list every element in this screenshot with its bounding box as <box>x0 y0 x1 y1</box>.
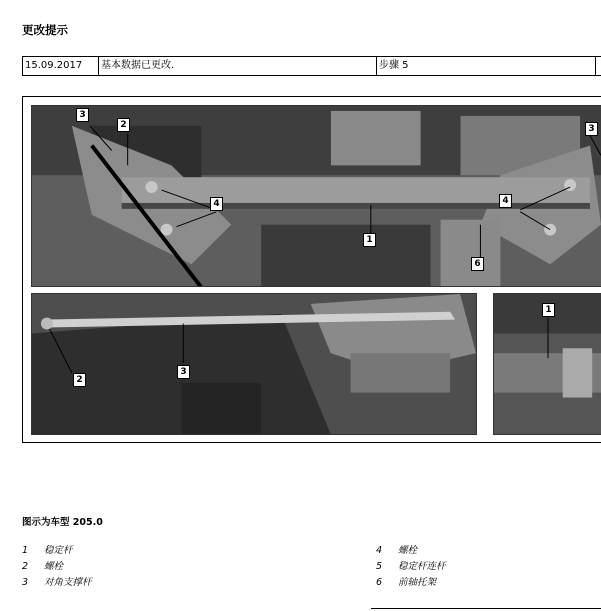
figure-caption: 图示为车型 205.0 <box>22 517 103 528</box>
change-info-table <box>22 56 601 76</box>
callout-4: 4 <box>499 194 512 208</box>
legend-left <box>22 543 92 591</box>
callout-4: 4 <box>210 197 223 211</box>
callout-3: 3 <box>76 108 89 122</box>
legend-item: 4 螺栓 <box>376 545 418 556</box>
subframe-photo <box>31 105 601 287</box>
legend-item: 2 螺栓 <box>22 561 64 572</box>
diagonal-strut-photo <box>31 293 477 435</box>
callout-1: 1 <box>542 303 555 317</box>
callout-3: 3 <box>177 365 190 379</box>
note-cell: 基本数据已更改. <box>99 57 377 75</box>
step-cell: 步骤 5 <box>377 57 596 75</box>
extra-cell <box>596 57 601 75</box>
callout-2: 2 <box>117 118 130 132</box>
date-cell: 15.09.2017 <box>23 57 99 75</box>
legend-item: 3 对角支撑杆 <box>22 577 92 588</box>
figure-frame <box>22 96 601 443</box>
legend-item: 6 前轴托架 <box>376 577 437 588</box>
callout-2: 2 <box>73 373 86 387</box>
callout-6: 6 <box>471 257 484 271</box>
callout-3: 3 <box>585 122 598 136</box>
page-title: 更改提示 <box>22 23 68 37</box>
divider <box>371 608 601 609</box>
legend-item: 1 稳定杆 <box>22 545 73 556</box>
legend-right <box>376 543 446 591</box>
callout-1: 1 <box>363 233 376 247</box>
legend-item: 5 稳定杆连杆 <box>376 561 446 572</box>
